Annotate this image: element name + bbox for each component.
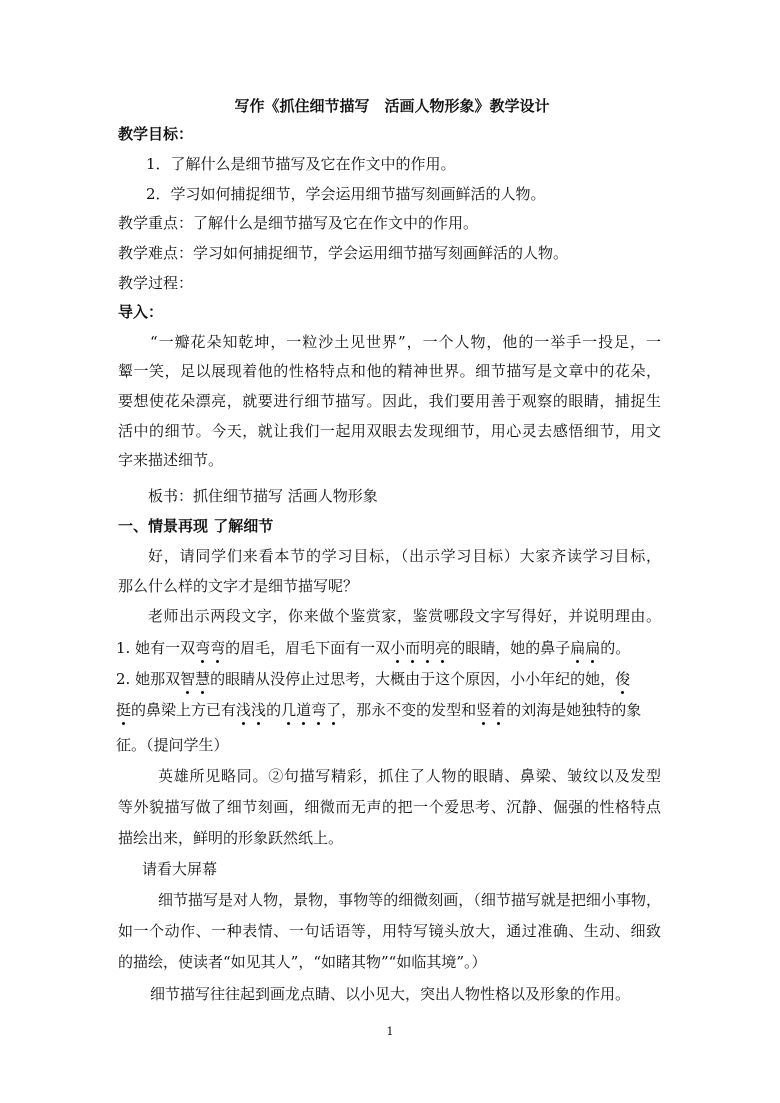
section-1-paragraph-line: 细节描写是对人物，景物，事物等的细微刻画，（细节描写就是把细小事物， <box>158 891 661 909</box>
section-1-paragraph-line: 好，请同学们来看本节的学习目标，（出示学习目标）大家齐读学习目标， <box>148 547 661 565</box>
page-number: 1 <box>386 1025 394 1038</box>
emphasis-char: 智 <box>180 670 196 688</box>
emphasis-char: 扁 <box>585 639 601 657</box>
emphasis-char: 浅 <box>251 701 267 719</box>
example-text: 2. 她那双 <box>116 670 181 688</box>
example-text: 的刘海是她独特的象 <box>506 701 642 719</box>
emphasis-char: 几 <box>281 701 297 719</box>
emphasis-char: 弯 <box>210 639 226 657</box>
emphasized-text <box>476 701 506 719</box>
section-1-paragraph-line: 等外貌描写做了细节刻画，细微而无声的把一个爱思考、沉静、倔强的性格特点 <box>118 798 661 816</box>
emphasized-text <box>390 639 450 657</box>
emphasized-text <box>281 701 341 719</box>
intro-paragraph-line: 要想使花朵漂亮，就要进行细节描写。因此，我们要用善于观察的眼睛，捕捉生 <box>118 392 661 410</box>
example-text: ，那永不变的发型和 <box>341 701 477 719</box>
emphasized-text <box>195 639 225 657</box>
section-1-heading: 一、情景再现 了解细节 <box>118 517 274 535</box>
emphasis-char: 慧 <box>195 670 211 688</box>
example-2-line-1 <box>116 669 664 689</box>
process-label: 教学过程： <box>118 274 194 292</box>
intro-paragraph-line: 颦一笑，足以展现着他的性格特点和他的精神世界。细节描写是文章中的花朵， <box>118 362 661 380</box>
example-2-line-3: 征。（提问学生） <box>116 736 229 754</box>
objective-2: 2．学习如何捕捉细节，学会运用细节描写刻画鲜活的人物。 <box>146 185 546 203</box>
example-text: 的眼睛，她的鼻子 <box>450 639 571 657</box>
intro-heading: 导入： <box>118 303 164 321</box>
emphasis-char: 弯 <box>311 701 327 719</box>
section-1-paragraph-line: 如一个动作、一种表情、一句话语等，用特写镜头放大，通过准确、生动、细致 <box>118 922 661 940</box>
emphasis-char: 浅 <box>236 701 252 719</box>
example-1 <box>116 638 664 658</box>
emphasized-text <box>570 639 600 657</box>
objectives-heading: 教学目标： <box>118 125 194 143</box>
key-point: 教学重点：了解什么是细节描写及它在作文中的作用。 <box>118 214 479 232</box>
example-text: 的眼睛从没停止过思考，大概由于这个原因，小小年纪的她， <box>210 670 616 688</box>
document-title: 写作《抓住细节描写 活画人物形象》教学设计 <box>234 97 550 115</box>
emphasized-text <box>236 701 266 719</box>
section-1-paragraph-line: 英雄所见略同。②句描写精彩，抓住了人物的眼睛、鼻梁、皱纹以及发型 <box>158 767 661 785</box>
emphasis-char: 了 <box>326 701 342 719</box>
example-text: 1. 她有一双 <box>116 639 196 657</box>
emphasis-char: 道 <box>296 701 312 719</box>
difficulty: 教学难点：学习如何捕捉细节，学会运用细节描写刻画鲜活的人物。 <box>118 244 569 262</box>
emphasis-char: 竖 <box>476 701 492 719</box>
big-screen-label: 请看大屏幕 <box>142 860 218 878</box>
example-text: 的。 <box>600 639 631 657</box>
intro-paragraph-line: “一瓣花朵知乾坤，一粒沙土见世界”，一个人物，他的一举手一投足，一 <box>150 333 661 351</box>
section-1-paragraph-line: 那么什么样的文字才是细节描写呢？ <box>118 577 359 595</box>
example-text: 的鼻梁上方已有 <box>131 701 237 719</box>
example-text: 的 <box>266 701 282 719</box>
example-2-line-2 <box>116 700 664 720</box>
emphasis-char: 小 <box>390 639 406 657</box>
example-text: 的眉毛，眉毛下面有一双 <box>225 639 391 657</box>
board-text: 板书：抓住细节描写 活画人物形象 <box>148 487 378 505</box>
section-1-paragraph-line: 细节描写往往起到画龙点睛、以小见大，突出人物性格以及形象的作用。 <box>150 985 631 1003</box>
section-1-paragraph-line: 的描绘，使读者“如见其人”，“如睹其物”“如临其境”。） <box>118 953 487 971</box>
emphasis-char: 而 <box>405 639 421 657</box>
section-1-paragraph-line: 描绘出来，鲜明的形象跃然纸上。 <box>118 829 344 847</box>
emphasis-char: 亮 <box>435 639 451 657</box>
emphasis-char: 弯 <box>195 639 211 657</box>
intro-paragraph-line: 字来描述细节。 <box>118 451 224 469</box>
emphasis-char: 扁 <box>570 639 586 657</box>
section-1-paragraph-line: 老师出示两段文字，你来做个鉴赏家，鉴赏哪段文字写得好，并说明理由。 <box>148 607 661 625</box>
emphasis-char: 俊 <box>615 670 631 688</box>
intro-paragraph-line: 活中的细节。今天，就让我们一起用双眼去发现细节，用心灵去感悟细节，用文 <box>118 422 661 440</box>
objective-1: 1．了解什么是细节描写及它在作文中的作用。 <box>146 155 456 173</box>
emphasis-char: 着 <box>491 701 507 719</box>
emphasis-char: 挺 <box>116 701 132 719</box>
emphasis-char: 明 <box>420 639 436 657</box>
emphasized-text <box>180 670 210 688</box>
